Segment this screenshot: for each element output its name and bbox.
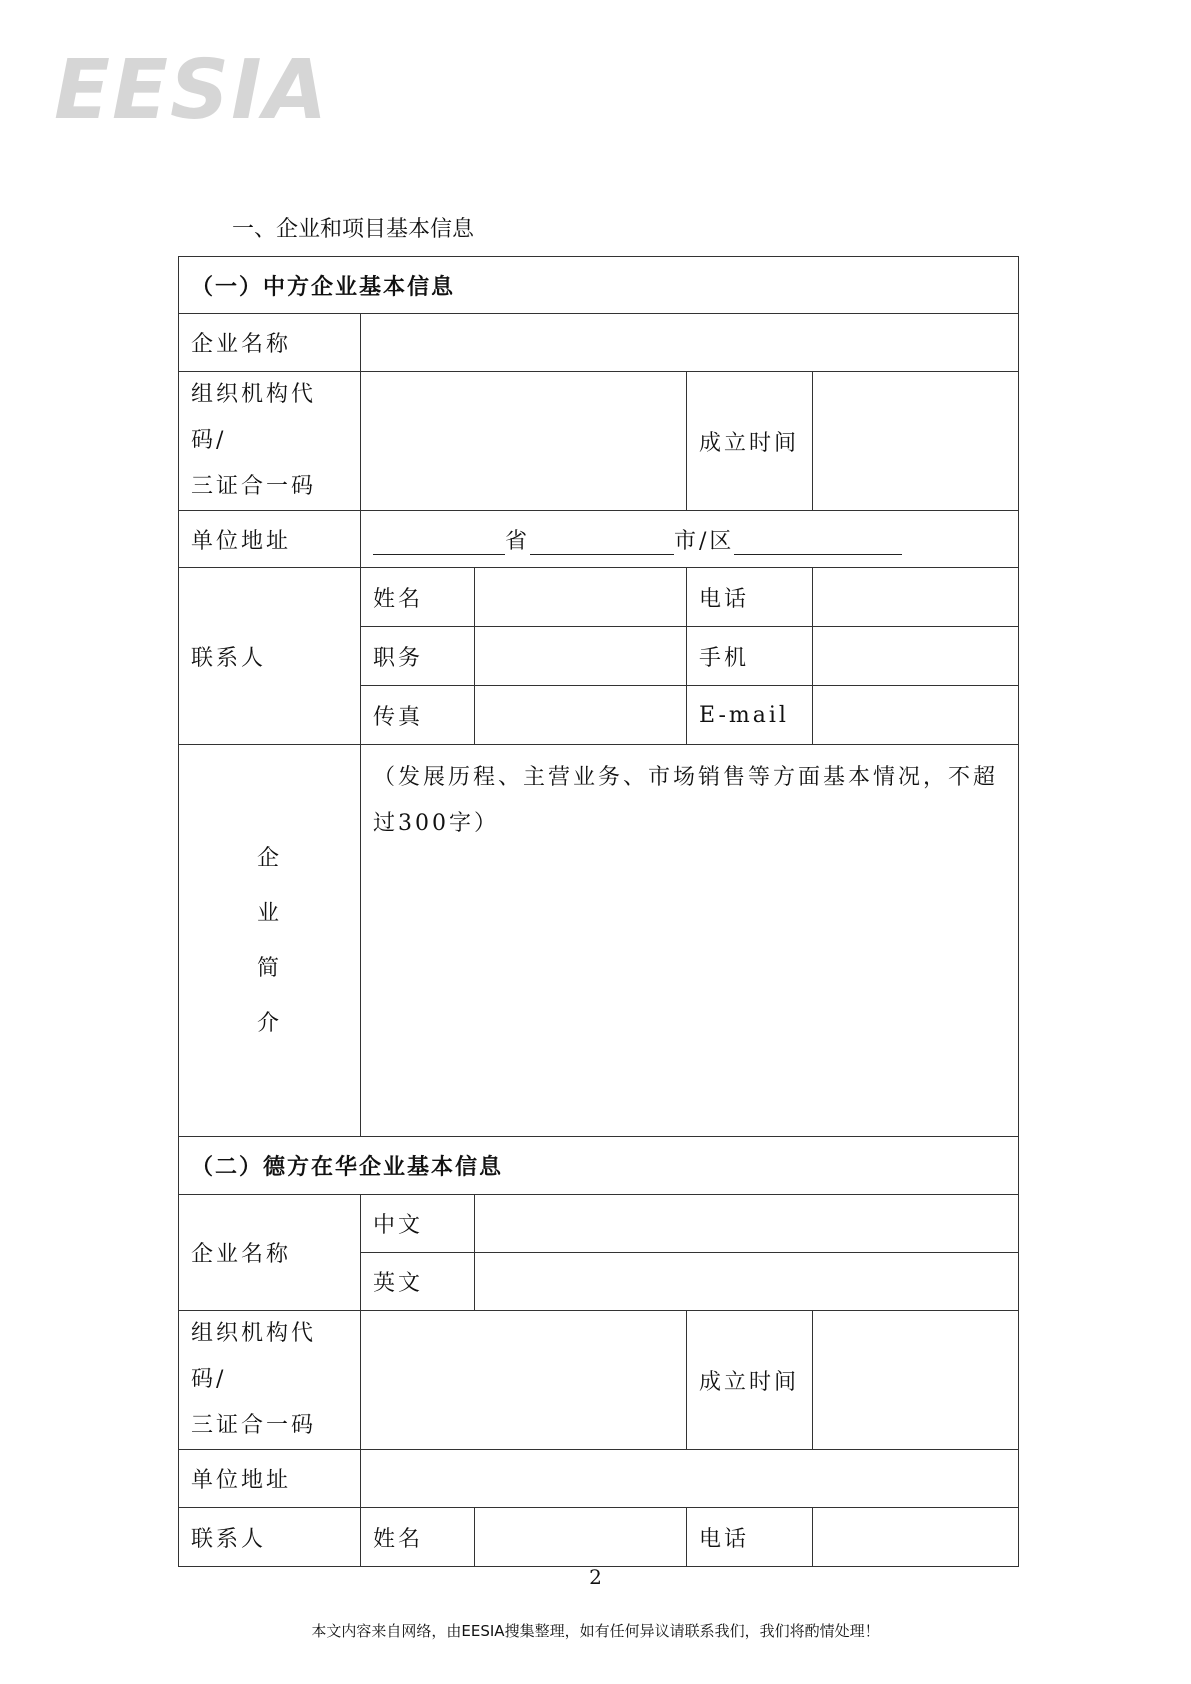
district-blank[interactable] xyxy=(734,528,902,555)
contact-label: 联系人 xyxy=(179,568,361,745)
de-contact-label: 联系人 xyxy=(179,1508,361,1567)
intro-label: 企 业 简 介 xyxy=(179,745,361,1137)
email-field[interactable] xyxy=(813,686,1019,745)
de-phone-field[interactable] xyxy=(813,1508,1019,1567)
email-label: E-mail xyxy=(687,686,813,745)
de-name-label: 姓名 xyxy=(361,1508,475,1567)
chinese-company-table xyxy=(178,256,1019,1567)
section-heading: 一、企业和项目基本信息 xyxy=(232,217,475,242)
de-address-field[interactable] xyxy=(361,1450,1019,1508)
phone-field[interactable] xyxy=(813,568,1019,627)
fax-label: 传真 xyxy=(361,686,475,745)
phone-label: 电话 xyxy=(687,568,813,627)
position-field[interactable] xyxy=(475,627,687,686)
name-field[interactable] xyxy=(475,568,687,627)
english-name-field[interactable] xyxy=(475,1253,1019,1311)
de-org-code-label: 组织机构代码/ 三证合一码 xyxy=(179,1311,361,1450)
address-field[interactable] xyxy=(361,511,1019,568)
de-established-field[interactable] xyxy=(813,1311,1019,1450)
mobile-label: 手机 xyxy=(687,627,813,686)
de-established-label: 成立时间 xyxy=(687,1311,813,1450)
fax-field[interactable] xyxy=(475,686,687,745)
intro-note: （发展历程、主营业务、市场销售等方面基本情况，不超过300字） xyxy=(373,765,999,836)
company-name-field[interactable] xyxy=(361,314,1019,372)
part1-header: （一）中方企业基本信息 xyxy=(179,257,1019,314)
de-org-code-field[interactable] xyxy=(361,1311,687,1450)
chinese-label: 中文 xyxy=(361,1195,475,1253)
de-phone-label: 电话 xyxy=(687,1508,813,1567)
footer-note: 本文内容来自网络，由EESIA搜集整理，如有任何异议请联系我们，我们将酌情处理！ xyxy=(311,1622,880,1640)
address-label: 单位地址 xyxy=(179,511,361,568)
de-name-field[interactable] xyxy=(475,1508,687,1567)
page-number: 2 xyxy=(589,1565,602,1589)
chinese-name-field[interactable] xyxy=(475,1195,1019,1253)
established-field[interactable] xyxy=(813,372,1019,511)
org-code-field[interactable] xyxy=(361,372,687,511)
name-label: 姓名 xyxy=(361,568,475,627)
de-address-label: 单位地址 xyxy=(179,1450,361,1508)
province-blank[interactable] xyxy=(373,528,505,555)
position-label: 职务 xyxy=(361,627,475,686)
english-label: 英文 xyxy=(361,1253,475,1311)
province-suffix: 省 xyxy=(505,528,531,554)
eesia-logo: EESIA xyxy=(54,43,330,138)
de-company-name-label: 企业名称 xyxy=(179,1195,361,1311)
city-suffix: 市/区 xyxy=(674,528,735,554)
established-label: 成立时间 xyxy=(687,372,813,511)
org-code-label: 组织机构代码/ 三证合一码 xyxy=(179,372,361,511)
mobile-field[interactable] xyxy=(813,627,1019,686)
company-name-label: 企业名称 xyxy=(179,314,361,372)
city-blank[interactable] xyxy=(530,528,674,555)
part2-header: （二）德方在华企业基本信息 xyxy=(179,1137,1019,1195)
intro-field[interactable] xyxy=(361,745,1019,1137)
